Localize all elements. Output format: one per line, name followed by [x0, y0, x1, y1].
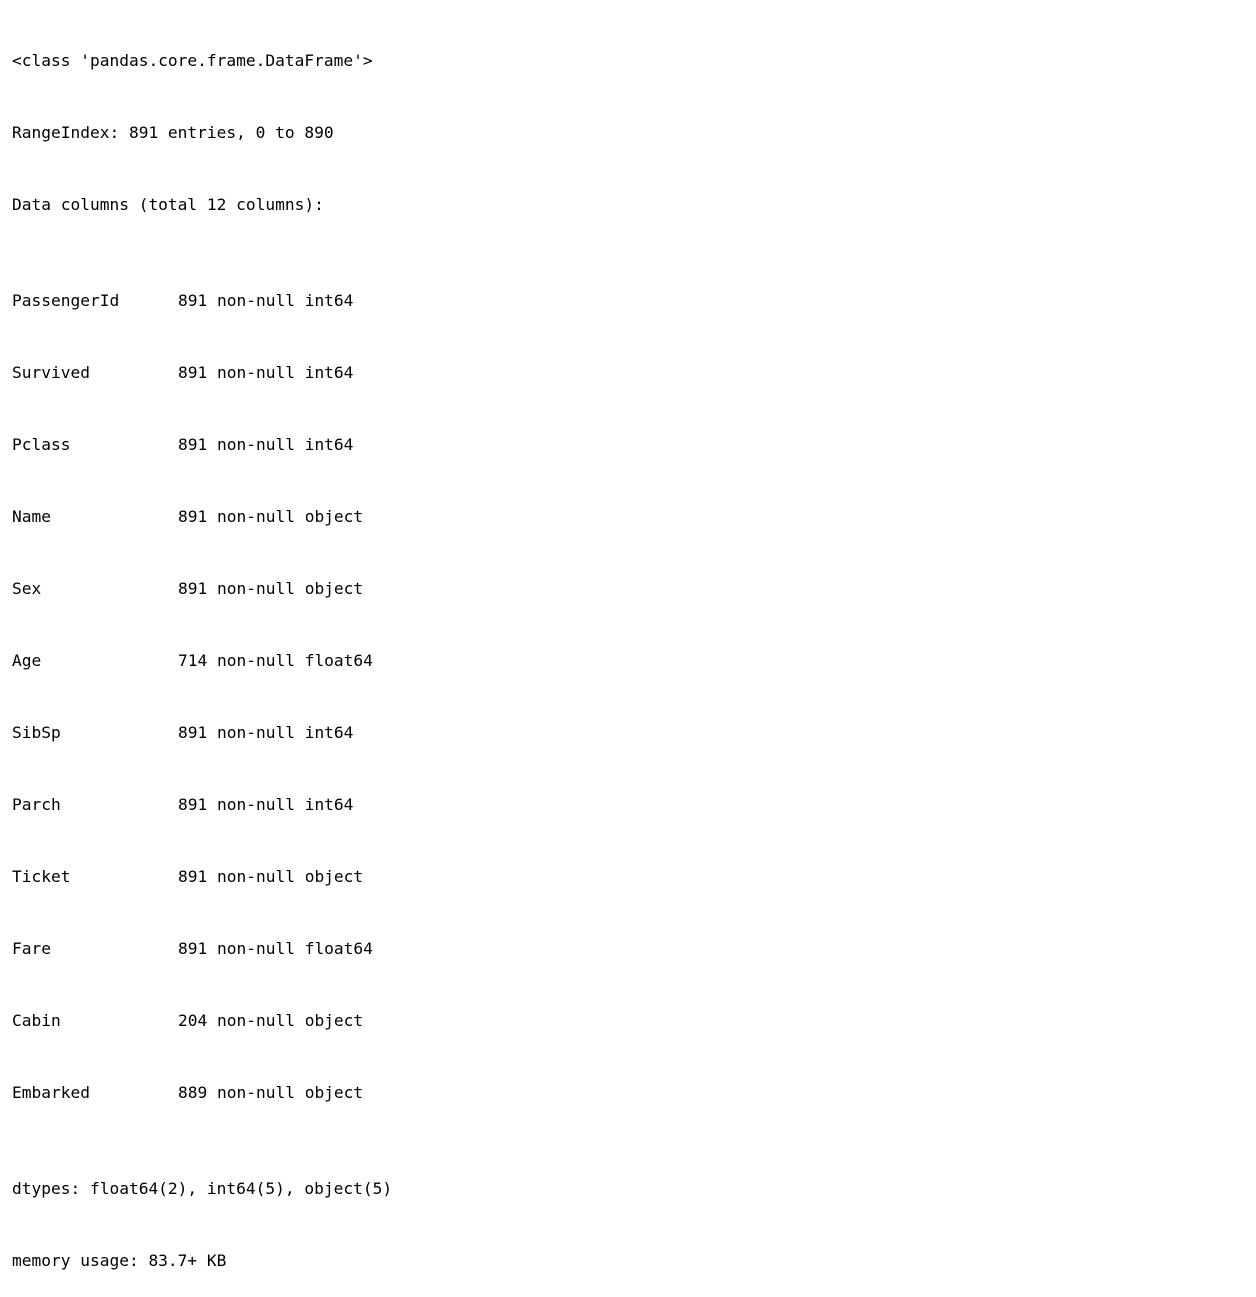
column-info: 891 non-null int64 — [178, 435, 354, 454]
column-name: Sex — [12, 579, 42, 598]
column-row — [12, 649, 392, 673]
column-info: 891 non-null float64 — [178, 939, 373, 958]
column-info: 891 non-null int64 — [178, 795, 354, 814]
column-name: Survived — [12, 363, 90, 382]
column-row — [12, 1081, 392, 1105]
dtypes-line: dtypes: float64(2), int64(5), object(5) — [12, 1179, 393, 1198]
column-name: Name — [12, 507, 51, 526]
column-info: 891 non-null int64 — [178, 291, 354, 310]
column-info: 891 non-null object — [178, 507, 364, 526]
column-row — [12, 721, 392, 745]
range-index-line: RangeIndex: 891 entries, 0 to 890 — [12, 123, 334, 142]
column-row — [12, 1009, 392, 1033]
column-info: 891 non-null int64 — [178, 723, 354, 742]
column-info: 891 non-null object — [178, 579, 364, 598]
column-info: 891 non-null int64 — [178, 363, 354, 382]
column-name: Ticket — [12, 867, 71, 886]
column-name: PassengerId — [12, 291, 120, 310]
data-columns-header: Data columns (total 12 columns): — [12, 195, 324, 214]
column-name: Pclass — [12, 435, 71, 454]
dataframe-info-output — [12, 1, 392, 1297]
class-line: <class 'pandas.core.frame.DataFrame'> — [12, 51, 373, 70]
column-name: Embarked — [12, 1083, 90, 1102]
column-name: SibSp — [12, 723, 61, 742]
column-info: 204 non-null object — [178, 1011, 364, 1030]
column-row — [12, 577, 392, 601]
column-row — [12, 937, 392, 961]
column-row — [12, 865, 392, 889]
memory-usage-line: memory usage: 83.7+ KB — [12, 1251, 227, 1270]
column-row — [12, 361, 392, 385]
column-name: Fare — [12, 939, 51, 958]
column-name: Parch — [12, 795, 61, 814]
column-name: Age — [12, 651, 42, 670]
column-info: 891 non-null object — [178, 867, 364, 886]
column-row — [12, 505, 392, 529]
column-row — [12, 793, 392, 817]
column-name: Cabin — [12, 1011, 61, 1030]
column-info: 714 non-null float64 — [178, 651, 373, 670]
column-info: 889 non-null object — [178, 1083, 364, 1102]
column-row — [12, 289, 392, 313]
column-row — [12, 433, 392, 457]
